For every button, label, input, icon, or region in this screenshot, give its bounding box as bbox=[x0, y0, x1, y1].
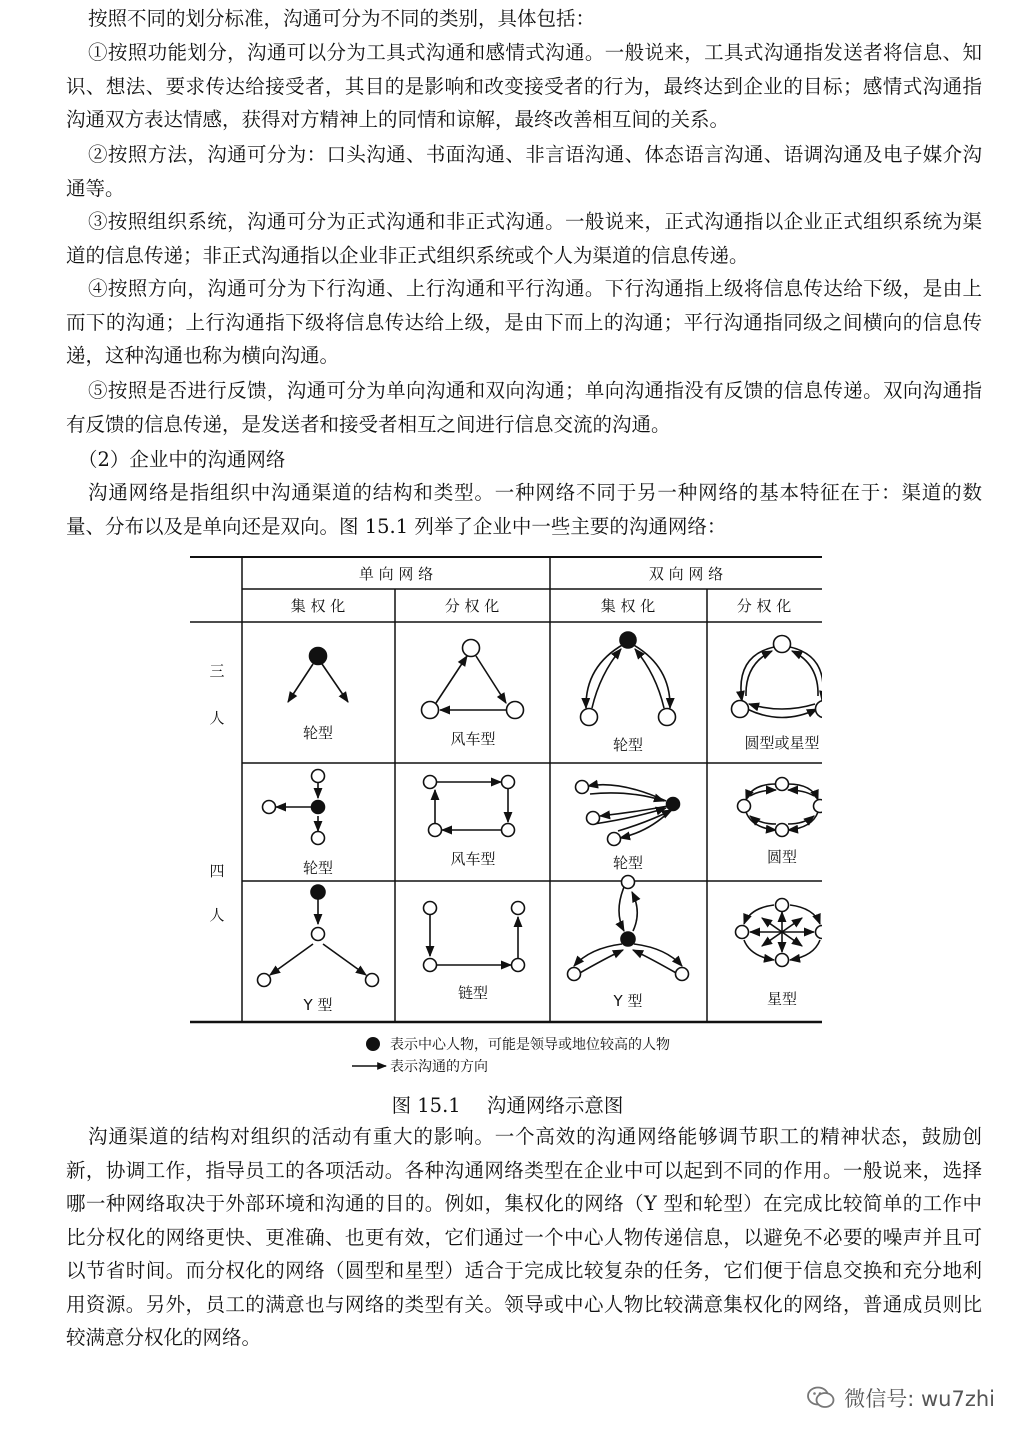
row-three-2: 人 bbox=[209, 709, 225, 727]
label-r2c2: 风车型 bbox=[450, 850, 496, 868]
figure-caption bbox=[0, 1090, 1015, 1118]
label-r1c4: 圆型或星型 bbox=[744, 734, 820, 752]
header-oneway: 单 向 网 络 bbox=[358, 565, 434, 583]
sub-central-twoway: 集 权 化 bbox=[600, 597, 656, 615]
paragraph-direction: ④按照方向，沟通可分为下行沟通、上行沟通和平行沟通。下行沟通指上级将信息传达给下级，是由上而下的沟通；上行沟通指下级将信息传达给上级，是由下而上的沟通；平行沟通指同级之间横向的信息传递，这种沟通也称为横向沟通。 bbox=[66, 277, 982, 367]
wechat-icon bbox=[806, 1385, 836, 1411]
row-four-1: 四 bbox=[209, 862, 225, 880]
watermark bbox=[806, 1383, 995, 1413]
label-r1c2: 风车型 bbox=[450, 730, 496, 748]
paragraph-function: ①按照功能划分，沟通可以分为工具式沟通和感情式沟通。一般说来，工具式沟通指发送者将信息、知识、想法、要求传达给接受者，其目的是影响和改变接受者的行为，最终达到企业的目标；感情式沟通指沟通双方表达情感，获得对方精神上的同情和谅解，最终改善相互间的关系。 bbox=[66, 41, 982, 131]
label-r3c3: Y 型 bbox=[613, 992, 643, 1010]
row-three-1: 三 bbox=[209, 662, 225, 680]
paragraph-network-intro: 沟通网络是指组织中沟通渠道的结构和类型。一种网络不同于另一种网络的基本特征在于：渠道的数量、分布以及是单向还是双向。图 15.1 列举了企业中一些主要的沟通网络： bbox=[66, 481, 982, 538]
paragraph-method: ②按照方法，沟通可分为：口头沟通、书面沟通、非言语沟通、体态语言沟通、语调沟通及电子媒介沟通等。 bbox=[66, 143, 982, 200]
label-r3c1: Y 型 bbox=[303, 996, 333, 1014]
central-person-icon bbox=[366, 1037, 380, 1051]
caption-title: 沟通网络示意图 bbox=[486, 1094, 624, 1117]
paragraph-organization: ③按照组织系统，沟通可分为正式沟通和非正式沟通。一般说来，正式沟通指以企业正式组织系统为渠道的信息传递；非正式沟通指以企业非正式组织系统或个人为渠道的信息传递。 bbox=[66, 210, 982, 267]
legend bbox=[352, 1036, 670, 1075]
intro-paragraph: 按照不同的划分标准，沟通可分为不同的类别，具体包括： bbox=[88, 7, 596, 30]
paragraph-network-effects: 沟通渠道的结构对组织的活动有重大的影响。一个高效的沟通网络能够调节职工的精神状态，鼓励创新，协调工作，指导员工的各项活动。各种沟通网络类型在企业中可以起到不同的作用。一般说来，选择哪一种网络取决于外部环境和沟通的目的。例如，集权化的网络（Y 型和轮型）在完成比较简单的工作中比分权化的网络更快、更准确、也更有效，它们通过一个中心人物传递信息，以避免不必要的噪声并且可以节省时间。而分权化的网络（圆型和星型）适合于完成比较复杂的任务，它们便于信息交换和充分地利用资源。另外，员工的满意也与网络的类型有关。领导或中心人物比较满意集权化的网络，普通成员则比较满意分权化的网络。 bbox=[66, 1125, 982, 1349]
label-r3c4: 星型 bbox=[766, 990, 798, 1008]
caption-number: 图 15.1 bbox=[391, 1094, 461, 1117]
label-r3c2: 链型 bbox=[457, 984, 489, 1002]
label-r1c3: 轮型 bbox=[612, 736, 644, 754]
network-figure bbox=[190, 556, 822, 1086]
label-r2c4: 圆型 bbox=[766, 848, 798, 866]
row-four-2: 人 bbox=[209, 906, 225, 924]
label-r2c1: 轮型 bbox=[302, 859, 334, 877]
legend-center-text: 表示中心人物，可能是领导或地位较高的人物 bbox=[390, 1037, 670, 1053]
sub-decentral-oneway: 分 权 化 bbox=[444, 597, 500, 615]
legend-arrow-text: 表示沟通的方向 bbox=[390, 1059, 488, 1075]
header-twoway: 双 向 网 络 bbox=[648, 565, 724, 583]
sub-central-oneway: 集 权 化 bbox=[290, 597, 346, 615]
label-r2c3: 轮型 bbox=[612, 854, 644, 872]
label-r1c1: 轮型 bbox=[302, 724, 334, 742]
sub-decentral-twoway: 分 权 化 bbox=[736, 597, 792, 615]
watermark-text: 微信号: wu7zhi bbox=[844, 1387, 995, 1411]
section-heading: （2）企业中的沟通网络 bbox=[78, 448, 286, 471]
paragraph-feedback: ⑤按照是否进行反馈，沟通可分为单向沟通和双向沟通；单向沟通指没有反馈的信息传递。双向沟通指有反馈的信息传递，是发送者和接受者相互之间进行信息交流的沟通。 bbox=[66, 379, 982, 436]
